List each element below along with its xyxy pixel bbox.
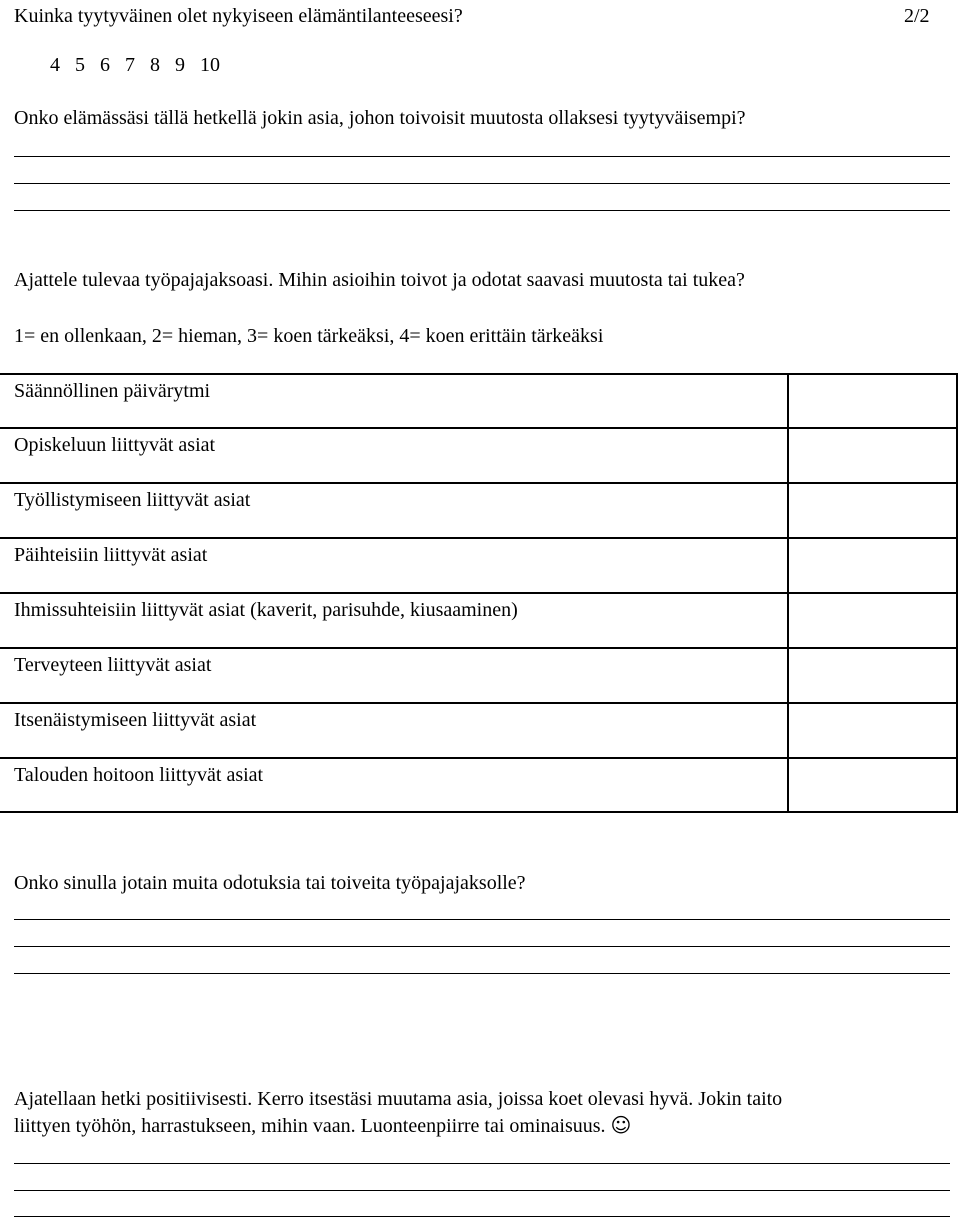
table-row-label: Päihteisiin liittyvät asiat <box>14 544 208 566</box>
scale-option[interactable]: 8 <box>150 54 160 76</box>
page-number: 2/2 <box>904 5 930 27</box>
question-workshop: Ajattele tulevaa työpajajaksoasi. Mihin asioihin toivot ja odotat saavasi muutosta tai tukea? <box>14 269 745 291</box>
table-row-label: Terveyteen liittyvät asiat <box>14 654 212 676</box>
rating-cell[interactable] <box>789 484 955 537</box>
rating-cell[interactable] <box>789 429 955 482</box>
scale-option[interactable]: 6 <box>100 54 110 76</box>
answer-line[interactable] <box>14 1190 950 1191</box>
rating-scale <box>50 53 230 77</box>
rating-cell[interactable] <box>789 704 955 757</box>
answer-line[interactable] <box>14 210 950 211</box>
scale-option[interactable]: 9 <box>175 54 185 76</box>
question-other: Onko sinulla jotain muita odotuksia tai toiveita työpajajaksolle? <box>14 872 526 894</box>
table-row-label: Talouden hoitoon liittyvät asiat <box>14 764 264 786</box>
answer-line[interactable] <box>14 183 950 184</box>
answer-line[interactable] <box>14 919 950 920</box>
table-row-label: Itsenäistymiseen liittyvät asiat <box>14 709 257 731</box>
question-positive-cont <box>14 1113 631 1138</box>
rating-cell[interactable] <box>789 759 955 811</box>
table-row-label: Opiskeluun liittyvät asiat <box>14 434 216 456</box>
smiley-icon: ☺ <box>610 1113 632 1137</box>
table-row-label: Ihmissuhteisiin liittyvät asiat (kaverit, parisuhde, kiusaaminen) <box>14 599 518 621</box>
question-positive-text: liittyen työhön, harrastukseen, mihin vaan. Luonteenpiirre tai ominaisuus. <box>14 1115 606 1137</box>
answer-line[interactable] <box>14 1216 950 1217</box>
rating-cell[interactable] <box>789 539 955 592</box>
table-row-label: Työllistymiseen liittyvät asiat <box>14 489 251 511</box>
answer-line[interactable] <box>14 973 950 974</box>
table-border <box>0 811 958 813</box>
table-row-label: Säännöllinen päivärytmi <box>14 380 211 402</box>
rating-cell[interactable] <box>789 649 955 702</box>
answer-line[interactable] <box>14 1163 950 1164</box>
question-change: Onko elämässäsi tällä hetkellä jokin asia, johon toivoisit muutosta ollaksesi tyytyväisempi? <box>14 107 746 129</box>
scale-option[interactable]: 4 <box>50 54 60 76</box>
rating-cell[interactable] <box>789 375 955 427</box>
rating-legend: 1= en ollenkaan, 2= hieman, 3= koen tärkeäksi, 4= koen erittäin tärkeäksi <box>14 325 604 347</box>
answer-line[interactable] <box>14 156 950 157</box>
question-satisfaction: Kuinka tyytyväinen olet nykyiseen elämäntilanteeseesi? <box>14 5 463 27</box>
answer-line[interactable] <box>14 946 950 947</box>
scale-option[interactable]: 5 <box>75 54 85 76</box>
scale-option[interactable]: 10 <box>200 54 220 76</box>
scale-option[interactable]: 7 <box>125 54 135 76</box>
rating-cell[interactable] <box>789 594 955 647</box>
question-positive: Ajatellaan hetki positiivisesti. Kerro itsestäsi muutama asia, joissa koet olevasi hyvä. Jokin taito <box>14 1088 783 1110</box>
